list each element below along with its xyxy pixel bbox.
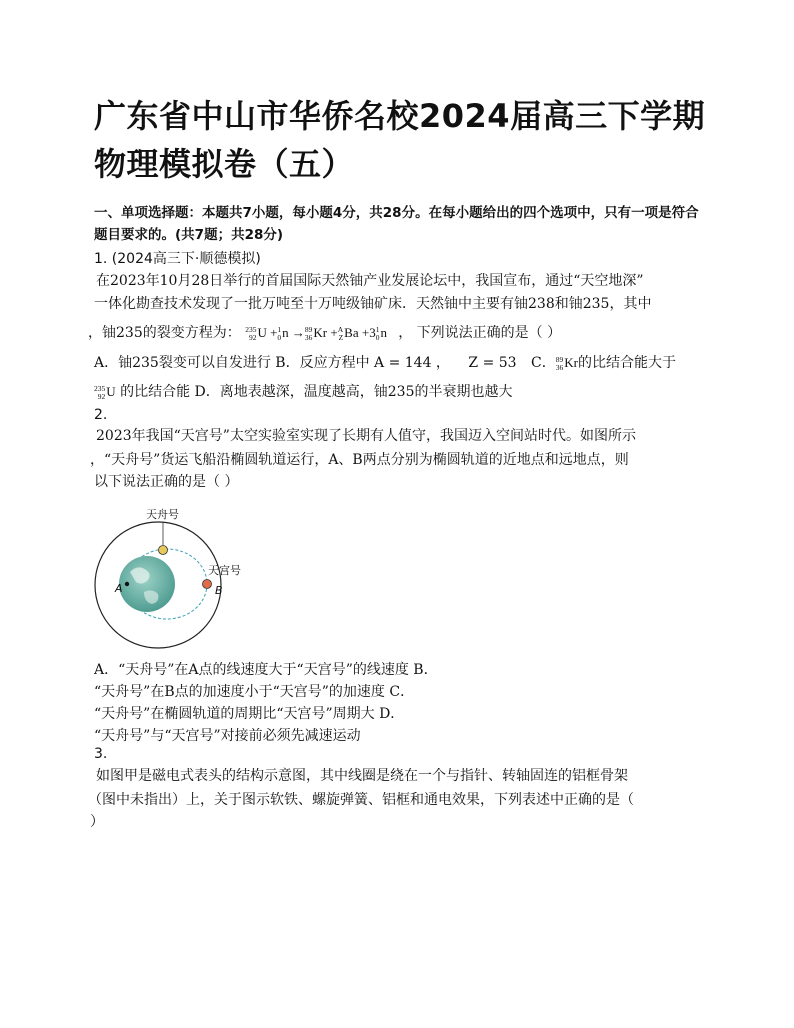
q1-option-c-label: C．	[531, 355, 556, 371]
tiangong-craft	[203, 580, 212, 589]
q2-stem-3: 以下说法正确的是（ ）	[94, 474, 239, 490]
fission-equation: 235 92 U + 1 0 n → 89 36 Kr + A Z Ba +3 1 0 n	[245, 325, 387, 343]
q1-stem-3-post: ， 下列说法正确的是（ ）	[398, 325, 562, 341]
q2-stem-2: ，“天舟号”货运飞船沿椭圆轨道运行，A、B两点分别为椭圆轨道的近地点和远地点，则	[90, 452, 629, 468]
q3-stem-3: ）	[90, 814, 104, 830]
q2-number: 2.	[94, 407, 108, 423]
q3-number: 3.	[94, 746, 108, 762]
q2-option-2: “天舟号”在B点的加速度小于“天宫号”的加速度 C．	[94, 684, 415, 700]
q3-stem-2: （图中未指出）上，关于图示软铁、螺旋弹簧、铝框和通电效果，下列表述中正确的是（	[88, 792, 634, 808]
q1-source: 1. (2024高三下·顺德模拟)	[94, 251, 261, 267]
q2-option-1: A．“天舟号”在A点的线速度大于“天宫号”的线速度 B．	[94, 662, 438, 678]
q1-option-b-z: Z = 53	[468, 355, 517, 371]
q3-stem-1: 如图甲是磁电式表头的结构示意图，其中线圈是绕在一个与指针、转轴固连的铝框骨架	[96, 768, 628, 784]
label-tianzhou: 天舟号	[146, 508, 179, 521]
q1-stem-2: 一体化勘查技术发现了一批万吨至十万吨级铀矿床．天然铀中主要有铀238和铀235，其中	[94, 296, 652, 312]
label-b: B	[215, 584, 223, 597]
q2-option-3: “天舟号”在椭圆轨道的周期比“天宫号”周期大 D．	[94, 706, 405, 722]
q1-option-c-text: 的比结合能大于	[577, 355, 676, 371]
page-title: 广东省中山市华侨名校2024届高三下学期物理模拟卷（五）	[94, 97, 706, 183]
q1-stem-1: 在2023年10月28日举行的首届国际天然铀产业发展论坛中，我国宣布，通过“天空地深”	[96, 273, 644, 289]
q1-options-line-1: A．铀235裂变可以自发进行 B．反应方程中 A = 144 ， Z = 53 C． 89 36 Kr的比结合能大于	[94, 355, 676, 373]
tianzhou-craft	[159, 546, 168, 555]
label-a: A	[115, 582, 123, 595]
label-tiangong: 天宫号	[208, 564, 241, 577]
q2-option-4: “天舟号”与“天宫号”对接前必须先减速运动	[94, 728, 361, 744]
q1-stem-3	[88, 322, 561, 342]
q1-stem-3-pre: ，铀235的裂变方程为：	[88, 325, 241, 341]
q1-option-ab: A．铀235裂变可以自发进行 B．反应方程中 A = 144 ，	[94, 355, 450, 371]
section-header: 一、单项选择题：本题共7小题，每小题4分，共28分。在每小题给出的四个选项中，只有一项是符合题目要求的。(共7题；共28分)	[94, 205, 699, 243]
q1-options-line-2: 235 92 U 的比结合能 D．离地表越深，温度越高，铀235的半衰期也越大	[94, 384, 513, 402]
point-a	[125, 582, 129, 586]
q1-option-cd: 的比结合能 D．离地表越深，温度越高，铀235的半衰期也越大	[120, 384, 513, 400]
orbit-diagram	[88, 500, 268, 650]
q2-stem-1: 2023年我国“天宫号”太空实验室实现了长期有人值守，我国迈入空间站时代。如图所示	[96, 428, 636, 444]
